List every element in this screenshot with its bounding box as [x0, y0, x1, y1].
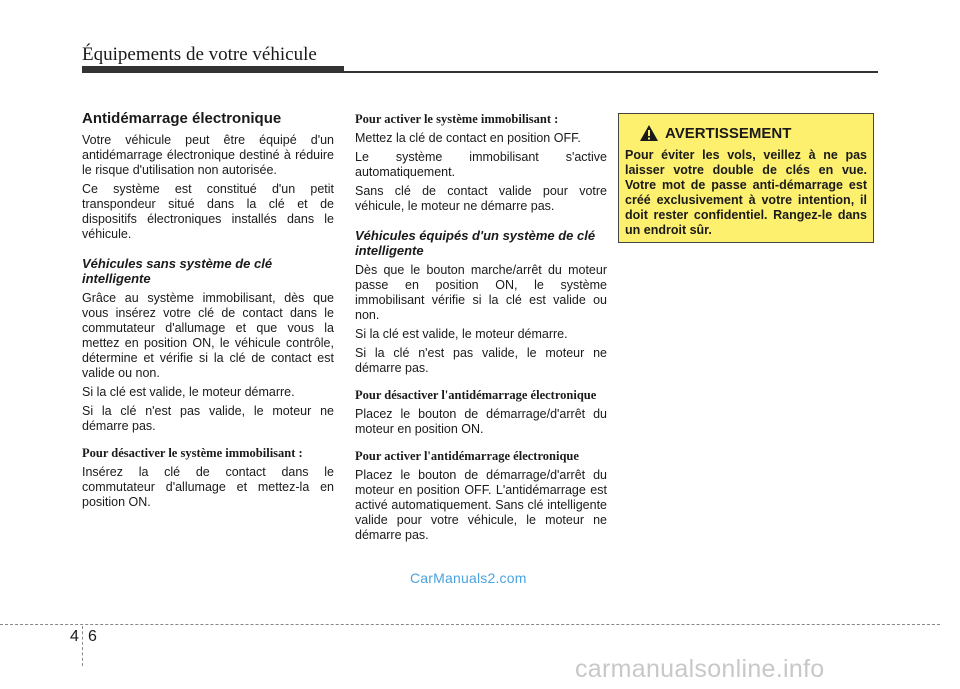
site-footer-link[interactable]: carmanualsonline.info: [575, 655, 825, 683]
paragraph: Insérez la clé de contact dans le commutateur d'allumage et mettez-la en position ON.: [82, 465, 334, 509]
paragraph: Ce système est constitué d'un petit transpondeur situé dans la clé et de dispositifs électroniques installés dans le véhicule.: [82, 182, 334, 241]
warning-text: Pour éviter les vols, veillez à ne pas laisser votre double de clés en vue. Votre mot de passe anti-démarrage est créé exclusivement à votre intention, il doit rester confidentiel. Rangez-le dans un endroit sûr.: [625, 148, 867, 237]
watermark-link[interactable]: CarManuals2.com: [410, 570, 527, 586]
procedure-heading: Pour désactiver l'antidémarrage électronique: [355, 388, 597, 402]
footer-dashed-rule: [0, 624, 940, 625]
page-number: 6: [88, 628, 97, 645]
paragraph: Sans clé de contact valide pour votre véhicule, le moteur ne démarre pas.: [355, 184, 607, 213]
procedure-heading: Pour activer le système immobilisant :: [355, 112, 559, 126]
header-rule-thin: [82, 71, 878, 73]
paragraph: Si la clé est valide, le moteur démarre.: [82, 385, 295, 399]
paragraph: Si la clé n'est pas valide, le moteur ne démarre pas.: [355, 346, 607, 375]
page-header-title: Équipements de votre véhicule: [82, 44, 317, 65]
column-middle: [355, 112, 607, 547]
paragraph: Votre véhicule peut être équipé d'un antidémarrage électronique destiné à réduire le risque d'utilisation non autorisée.: [82, 133, 334, 177]
paragraph: Dès que le bouton marche/arrêt du moteur passe en position ON, le système immobilisant vérifie si la clé est valide ou non.: [355, 263, 607, 322]
paragraph: Mettez la clé de contact en position OFF.: [355, 131, 581, 145]
warning-triangle-icon: [639, 124, 659, 142]
footer-page-separator: [82, 626, 83, 666]
page-chapter-number: 4: [70, 628, 79, 645]
warning-title: AVERTISSEMENT: [665, 124, 792, 142]
procedure-heading: Pour activer l'antidémarrage électronique: [355, 449, 579, 463]
column-left: [82, 110, 334, 514]
paragraph: Grâce au système immobilisant, dès que vous insérez votre clé de contact dans le commutateur d'allumage et que vous la mettez en position ON, le véhicule contrôle, détermine et vérifie si la clé de contact est valide ou non.: [82, 291, 334, 380]
warning-box: [618, 113, 874, 243]
paragraph: Placez le bouton de démarrage/d'arrêt du moteur en position OFF. L'antidémarrage est activé automatiquement. Sans clé intelligente valide pour votre véhicule, le moteur ne démarre pas.: [355, 468, 607, 542]
paragraph: Si la clé est valide, le moteur démarre.: [355, 327, 568, 341]
procedure-heading: Pour désactiver le système immobilisant :: [82, 446, 303, 460]
section-title: Antidémarrage électronique: [82, 110, 282, 127]
subsection-title: Véhicules sans système de clé intelligente: [82, 256, 273, 286]
paragraph: Si la clé n'est pas valide, le moteur ne démarre pas.: [82, 404, 334, 433]
warning-header: [625, 124, 867, 142]
paragraph: Placez le bouton de démarrage/d'arrêt du moteur en position ON.: [355, 407, 607, 436]
subsection-title: Véhicules équipés d'un système de clé intelligente: [355, 228, 596, 258]
paragraph: Le système immobilisant s'active automatiquement.: [355, 150, 607, 179]
